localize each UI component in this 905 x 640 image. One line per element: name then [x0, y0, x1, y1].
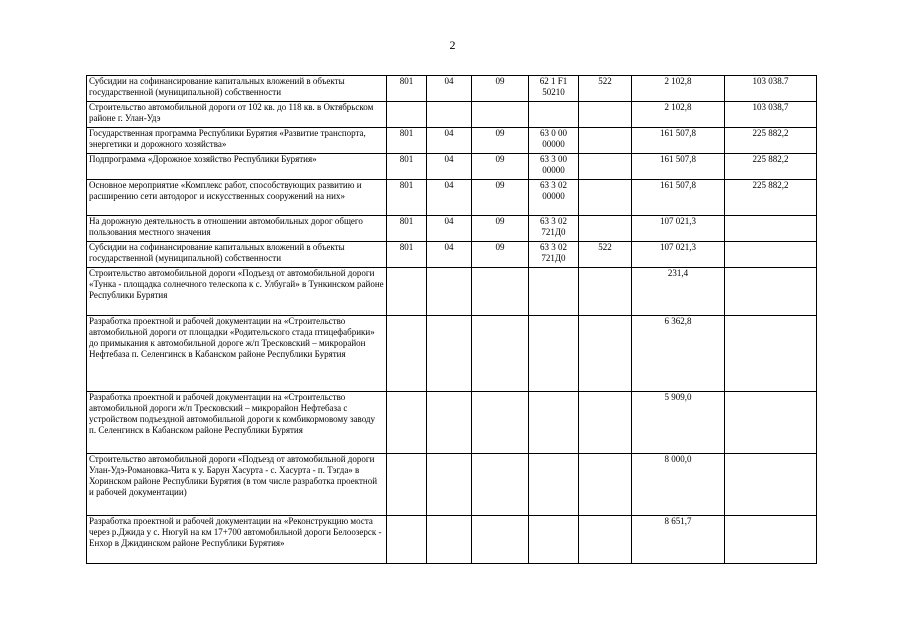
- row-name-cell: Разработка проектной и рабочей документации на «Строительство автомобильной дороги ж/п Тресковский – микрорайон Нефтебаза с устройством подъездной автомобильной дороги к комбикормовому заводу п. Селенгинск в Кабанском районе Республики Бурятия: [87, 392, 387, 454]
- row-name-cell: Разработка проектной и рабочей документации на «Реконструкцию моста через р.Джида у с. Нюгуй на км 17+700 автомобильной дороги Белоозерск - Енхор в Джидинском районе Республики Бурятия»: [87, 516, 387, 564]
- vedomstvo-cell: [387, 392, 427, 454]
- row-name-cell: Государственная программа Республики Бурятия «Развитие транспорта, энергетики и дорожного хозяйства»: [87, 128, 387, 154]
- vedomstvo-cell: 801: [387, 216, 427, 242]
- sum-2021-cell: [725, 516, 817, 564]
- vr-cell: [579, 392, 632, 454]
- sum-2020-cell: 8 651,7: [632, 516, 725, 564]
- row-name-cell: Строительство автомобильной дороги от 102 кв. до 118 кв. в Октябрьском районе г. Улан-Удэ: [87, 102, 387, 128]
- vr-cell: [579, 154, 632, 180]
- row-name-cell: Подпрограмма «Дорожное хозяйство Республики Бурятия»: [87, 154, 387, 180]
- sum-2020-cell: 231,4: [632, 268, 725, 316]
- razdel-cell: 04: [427, 216, 472, 242]
- vr-cell: [579, 516, 632, 564]
- table-row: [87, 316, 817, 392]
- vedomstvo-cell: 801: [387, 76, 427, 102]
- podrazdel-cell: 09: [472, 242, 529, 268]
- sum-2021-cell: 225 882,2: [725, 180, 817, 216]
- podrazdel-cell: [472, 392, 529, 454]
- vr-cell: 522: [579, 76, 632, 102]
- razdel-cell: [427, 454, 472, 516]
- sum-2021-cell: [725, 392, 817, 454]
- row-name-cell: Строительство автомобильной дороги «Подъезд от автомобильной дороги «Тунка - площадка солнечного телескопа к с. Улбугай» в Тункинском районе Республики Бурятия: [87, 268, 387, 316]
- vr-cell: [579, 216, 632, 242]
- podrazdel-cell: [472, 516, 529, 564]
- razdel-cell: [427, 392, 472, 454]
- razdel-cell: 04: [427, 242, 472, 268]
- sum-2021-cell: 103 038,7: [725, 102, 817, 128]
- row-name-cell: Субсидии на софинансирование капитальных вложений в объекты государственной (муниципальной) собственности: [87, 242, 387, 268]
- table-row: [87, 516, 817, 564]
- sum-2020-cell: 6 362,8: [632, 316, 725, 392]
- table-row: [87, 128, 817, 154]
- sum-2021-cell: [725, 316, 817, 392]
- vr-cell: [579, 454, 632, 516]
- vedomstvo-cell: 801: [387, 128, 427, 154]
- vr-cell: [579, 102, 632, 128]
- page-number: 2: [449, 38, 456, 52]
- vedomstvo-cell: [387, 516, 427, 564]
- razdel-cell: 04: [427, 180, 472, 216]
- podrazdel-cell: 09: [472, 180, 529, 216]
- sum-2020-cell: 107 021,3: [632, 242, 725, 268]
- row-name-cell: На дорожную деятельность в отношении автомобильных дорог общего пользования местного значения: [87, 216, 387, 242]
- table-row: [87, 454, 817, 516]
- budget-table-body: [87, 76, 817, 564]
- cst-cell: 63 3 02 721Д0: [529, 216, 579, 242]
- sum-2021-cell: 225 882,2: [725, 154, 817, 180]
- table-row: [87, 76, 817, 102]
- sum-2020-cell: 2 102,8: [632, 102, 725, 128]
- razdel-cell: 04: [427, 154, 472, 180]
- vedomstvo-cell: 801: [387, 242, 427, 268]
- vedomstvo-cell: 801: [387, 180, 427, 216]
- sum-2021-cell: [725, 454, 817, 516]
- razdel-cell: 04: [427, 76, 472, 102]
- vedomstvo-cell: 801: [387, 154, 427, 180]
- cst-cell: 63 3 02 721Д0: [529, 242, 579, 268]
- table-row: [87, 180, 817, 216]
- cst-cell: 62 1 F1 50210: [529, 76, 579, 102]
- cst-cell: 63 0 00 00000: [529, 128, 579, 154]
- row-name-cell: Субсидии на софинансирование капитальных вложений в объекты государственной (муниципальной) собственности: [87, 76, 387, 102]
- cst-cell: 63 3 02 00000: [529, 180, 579, 216]
- vr-cell: [579, 268, 632, 316]
- podrazdel-cell: 09: [472, 216, 529, 242]
- cst-cell: [529, 268, 579, 316]
- sum-2020-cell: 161 507,8: [632, 180, 725, 216]
- cst-cell: [529, 102, 579, 128]
- sum-2020-cell: 161 507,8: [632, 128, 725, 154]
- vr-cell: [579, 128, 632, 154]
- podrazdel-cell: 09: [472, 154, 529, 180]
- vr-cell: 522: [579, 242, 632, 268]
- sum-2021-cell: [725, 242, 817, 268]
- sum-2020-cell: 5 909,0: [632, 392, 725, 454]
- razdel-cell: [427, 268, 472, 316]
- table-row: [87, 216, 817, 242]
- vedomstvo-cell: [387, 268, 427, 316]
- podrazdel-cell: [472, 454, 529, 516]
- vedomstvo-cell: [387, 454, 427, 516]
- sum-2020-cell: 161 507,8: [632, 154, 725, 180]
- vr-cell: [579, 180, 632, 216]
- row-name-cell: Разработка проектной и рабочей документации на «Строительство автомобильной дороги от площадки «Родительского стада птицефабрики» до примыкания к автомобильной дороге ж/п Тресковский – микрорайон Нефтебаза п. Селенгинск в Кабанском районе Республики Бурятия: [87, 316, 387, 392]
- table-row: [87, 102, 817, 128]
- cst-cell: [529, 316, 579, 392]
- table-row: [87, 268, 817, 316]
- sum-2020-cell: 107 021,3: [632, 216, 725, 242]
- cst-cell: [529, 516, 579, 564]
- row-name-cell: Строительство автомобильной дороги «Подъезд от автомобильной дороги Улан-Удэ-Романовка-Чита к у. Барун Хасурта - с. Хасурта - п. Тэгда» в Хоринском районе Республики Бурятия (в том числе разработка проектной и рабочей документации): [87, 454, 387, 516]
- sum-2020-cell: 8 000,0: [632, 454, 725, 516]
- podrazdel-cell: [472, 102, 529, 128]
- sum-2021-cell: 103 038.7: [725, 76, 817, 102]
- podrazdel-cell: [472, 268, 529, 316]
- razdel-cell: 04: [427, 128, 472, 154]
- vr-cell: [579, 316, 632, 392]
- razdel-cell: [427, 102, 472, 128]
- cst-cell: 63 3 00 00000: [529, 154, 579, 180]
- table-row: [87, 242, 817, 268]
- sum-2021-cell: 225 882,2: [725, 128, 817, 154]
- table-row: [87, 392, 817, 454]
- sum-2020-cell: 2 102,8: [632, 76, 725, 102]
- podrazdel-cell: 09: [472, 76, 529, 102]
- cst-cell: [529, 454, 579, 516]
- sum-2021-cell: [725, 216, 817, 242]
- vedomstvo-cell: [387, 102, 427, 128]
- budget-table: [86, 75, 817, 564]
- vedomstvo-cell: [387, 316, 427, 392]
- razdel-cell: [427, 516, 472, 564]
- podrazdel-cell: [472, 316, 529, 392]
- cst-cell: [529, 392, 579, 454]
- podrazdel-cell: 09: [472, 128, 529, 154]
- sum-2021-cell: [725, 268, 817, 316]
- table-row: [87, 154, 817, 180]
- row-name-cell: Основное мероприятие «Комплекс работ, способствующих развитию и расширению сети автодорог и искусственных сооружений на них»: [87, 180, 387, 216]
- razdel-cell: [427, 316, 472, 392]
